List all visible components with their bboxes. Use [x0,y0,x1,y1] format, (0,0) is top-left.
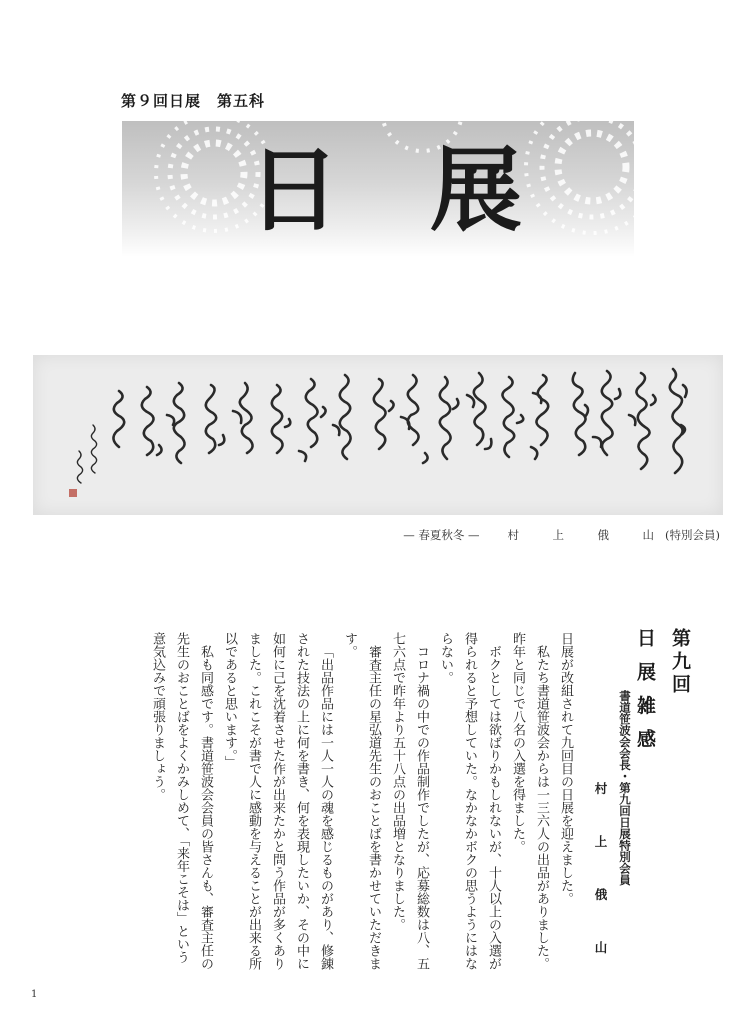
article-paragraph: 日展が改組されて九回目の日展を迎えました。 [558,632,573,905]
article-title-line-2: 日 展 雑 感 [634,628,656,752]
page-number: 1 [31,989,38,1000]
title-banner [122,121,634,257]
banner-char-2: 展 [430,136,523,244]
byline-name: 村 上 俄 山 [593,782,608,968]
article-paragraph: ボクとしては欲ばりかもしれないが、十人以上の入選が得られると予想していた。なかなかボクの思うようにはならない。 [438,632,501,970]
calligraphy-artwork [33,355,723,515]
article-paragraph: コロナ禍の中での作品制作でしたが、応募総数は八、五七六点で昨年より五十八点の出品増となりました。 [390,632,429,970]
artwork-caption [403,527,720,543]
artwork-author-role: (特別会員) [665,528,720,542]
article-title-line-1: 第九回 [669,628,691,697]
banner-title [122,135,634,245]
artwork-author: 村 上 俄 山 [507,528,666,542]
artwork-title: — 春夏秋冬 — [403,528,480,542]
article-body [102,632,577,972]
section-label: 第９回日展 第五科 [121,92,266,110]
byline-role: 書道笹波会会長・第九回日展特別会員 [618,690,632,886]
article-title [632,628,694,752]
article-paragraph: 私も同感です。書道笹波会会員の皆さんも、審査主任の先生のおことばをよくかみしめて、「来年こそは」という意気込みで頑張りましょう。 [150,632,213,970]
article-paragraph: 審査主任の星弘道先生のおことばを書かせていただきます。 [342,632,381,970]
article-paragraph: 「出品作品には一人一人の魂を感じるものがあり、修錬された技法の上に何を書き、何を表現したいか、その中に如何に己を沈着させた作が出来たかと問う作品が多くありました。これこそが書で人に感動を与えることが出来る所以であると思います。」 [222,632,333,970]
banner-char-1: 日 [248,136,341,244]
article-paragraph: 私たち書道笹波会からは一三六人の出品がありました。昨年と同じで八名の入選を得ました。 [510,632,549,970]
article-byline [591,690,633,968]
calligraphy-strokes [33,355,723,515]
